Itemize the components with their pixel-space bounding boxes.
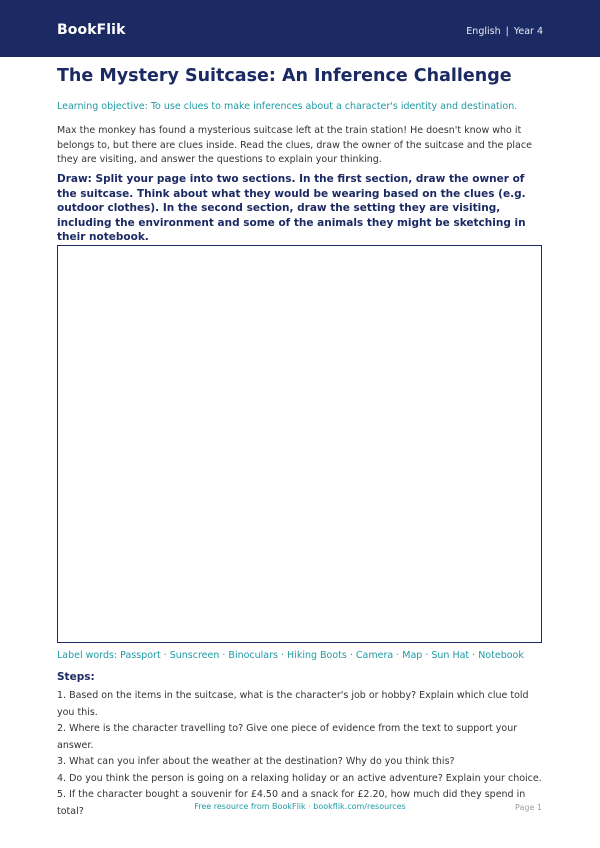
step-item: 2. Where is the character travelling to? Give one piece of evidence from the text to support your answer. xyxy=(57,723,518,751)
brand-logo-text: BookFlik xyxy=(57,22,126,38)
draw-instruction: Draw: Split your page into two sections. In the first section, draw the owner of the suitcase. Think about what they would be wearing based on the clues (e.g. outdoor clothes). In the second section, draw the setting they are visiting, including the environment and some of the animals they might be sketching in their notebook. xyxy=(57,173,526,243)
step-item: 5. If the character bought a souvenir for £4.50 and a snack for £2.20, how much did they spend in total? xyxy=(57,789,526,817)
label-words: Label words: Passport · Sunscreen · Binoculars · Hiking Boots · Camera · Map · Sun Hat · Notebook xyxy=(57,650,524,661)
drawing-area[interactable] xyxy=(57,245,542,643)
year-label: Year 4 xyxy=(513,26,543,37)
subject-label: English xyxy=(466,26,501,37)
page-number: Page 1 xyxy=(515,803,542,812)
step-item: 3. What can you infer about the weather at the destination? Why do you think this? xyxy=(57,756,455,767)
page-header xyxy=(0,0,600,57)
steps-heading: Steps: xyxy=(57,671,95,683)
page-title: The Mystery Suitcase: An Inference Challenge xyxy=(57,66,512,86)
step-item: 1. Based on the items in the suitcase, what is the character's job or hobby? Explain which clue told you this. xyxy=(57,690,529,718)
intro-paragraph: Max the monkey has found a mysterious suitcase left at the train station! He doesn't know who it belongs to, but there are clues inside. Read the clues, draw the owner of the suitcase and the place they are visiting, and answer the questions to explain your thinking. xyxy=(57,125,532,165)
header-meta xyxy=(466,26,543,37)
header-separator: | xyxy=(505,26,509,37)
footer-credit: Free resource from BookFlik · bookflik.com/resources xyxy=(194,802,406,811)
step-item: 4. Do you think the person is going on a relaxing holiday or an active adventure? Explain your choice. xyxy=(57,772,542,784)
learning-objective: Learning objective: To use clues to make inferences about a character's identity and destination. xyxy=(57,101,518,112)
steps-list xyxy=(57,688,547,820)
